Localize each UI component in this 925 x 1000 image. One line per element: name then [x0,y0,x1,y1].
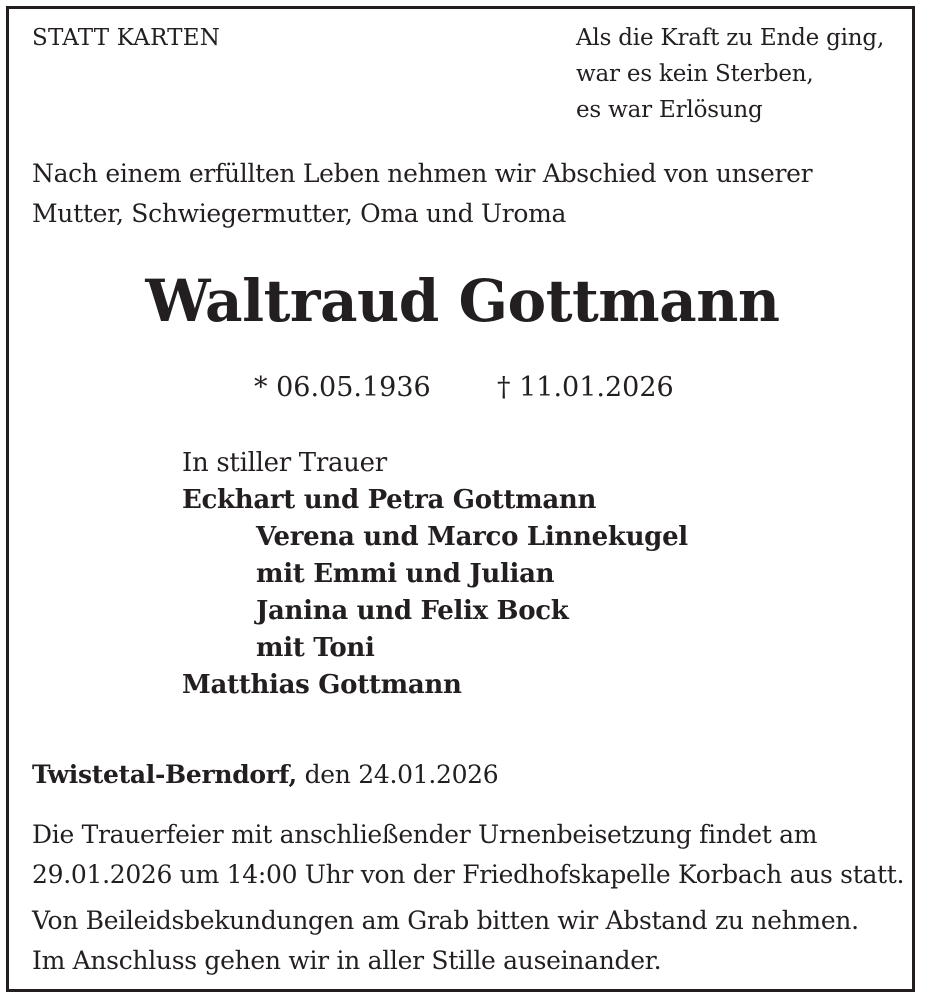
place-name: Twistetal-Berndorf, [32,760,297,789]
ceremony-line: 29.01.2026 um 14:00 Uhr von der Friedhofskapelle Korbach aus statt. [32,860,905,889]
intro-line: Mutter, Schwiegermutter, Oma und Uroma [32,199,567,228]
notice-date: den 24.01.2026 [296,760,499,789]
quote-line: es war Erlösung [576,97,763,123]
condolence-note [32,901,859,981]
mourner-line: Janina und Felix Bock [256,596,569,626]
birth-date: * 06.05.1936 [254,372,431,403]
deceased-name: Waltraud Gottmann [145,267,780,335]
mourner-line: Eckhart und Petra Gottmann [182,485,597,515]
death-date: † 11.01.2026 [497,372,674,403]
mourners-block [182,445,688,704]
mourner-line: Matthias Gottmann [182,670,462,700]
statt-karten-label: STATT KARTEN [32,25,221,51]
intro-line: Nach einem erfüllten Leben nehmen wir Abschied von unserer [32,159,813,188]
ceremony-text [32,815,904,895]
note-line: Von Beileidsbekundungen am Grab bitten wir Abstand zu nehmen. [32,906,859,935]
mourner-line: mit Emmi und Julian [256,559,555,589]
mourner-line: Verena und Marco Linnekugel [256,522,688,552]
mourners-intro: In stiller Trauer [182,448,387,478]
ceremony-line: Die Trauerfeier mit anschließender Urnenbeisetzung findet am [32,820,818,849]
note-line: Im Anschluss gehen wir in aller Stille auseinander. [32,946,662,975]
quote-line: war es kein Sterben, [576,61,814,87]
intro-text [32,154,812,234]
place-date [32,755,498,795]
quote-line: Als die Kraft zu Ende ging, [576,25,885,51]
quote-block [576,20,884,128]
mourner-line: mit Toni [256,633,375,663]
